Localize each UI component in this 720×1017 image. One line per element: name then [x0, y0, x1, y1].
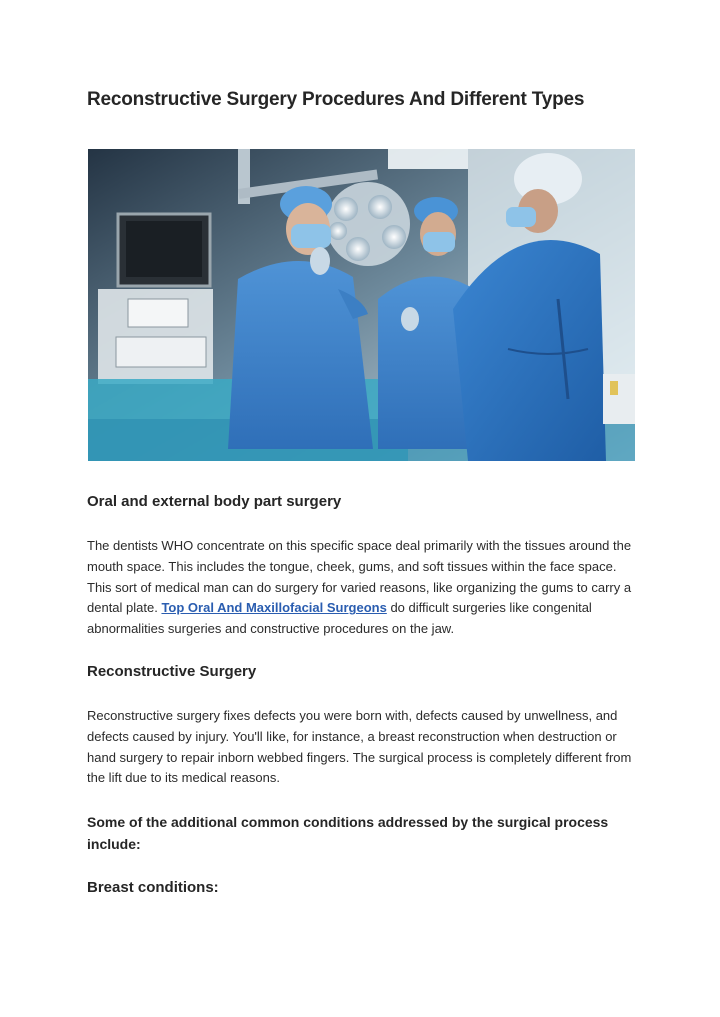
- oral-surgery-text-end: do difficult surgeries like congenital abnormalities surgeries and constructive procedures on the jaw.: [87, 600, 592, 637]
- reconstructive-surgery-paragraph: Reconstructive surgery fixes defects you were born with, defects caused by unwellness, and defects caused by injury. You'll like, for instance, a breast reconstruction when destruction or hand surgery to repair inborn webbed fingers. The surgical process is completely different from the lift due to its medical reasons.: [87, 708, 632, 786]
- section-heading-breast-conditions: Breast conditions:: [87, 879, 219, 896]
- conditions-intro: Some of the additional common conditions addressed by the surgical process include:: [87, 814, 609, 852]
- oral-surgeons-link[interactable]: Top Oral And Maxillofacial Surgeons: [161, 600, 387, 616]
- page-title: Reconstructive Surgery Procedures And Different Types: [87, 89, 585, 110]
- oral-surgery-text-start: The dentists WHO concentrate on this specific space deal primarily with the tissues around the mouth space. This includes the tongue, cheek, gums, and soft tissues within the face space. This sort of medical man can do surgery for varied reasons, like organizing the gums to carry a dental plate.: [87, 538, 632, 616]
- section-heading-oral-surgery: Oral and external body part surgery: [87, 493, 342, 510]
- hero-image: [88, 149, 635, 461]
- oral-surgery-paragraph: [87, 536, 635, 640]
- section-heading-reconstructive-surgery: Reconstructive Surgery: [87, 663, 257, 680]
